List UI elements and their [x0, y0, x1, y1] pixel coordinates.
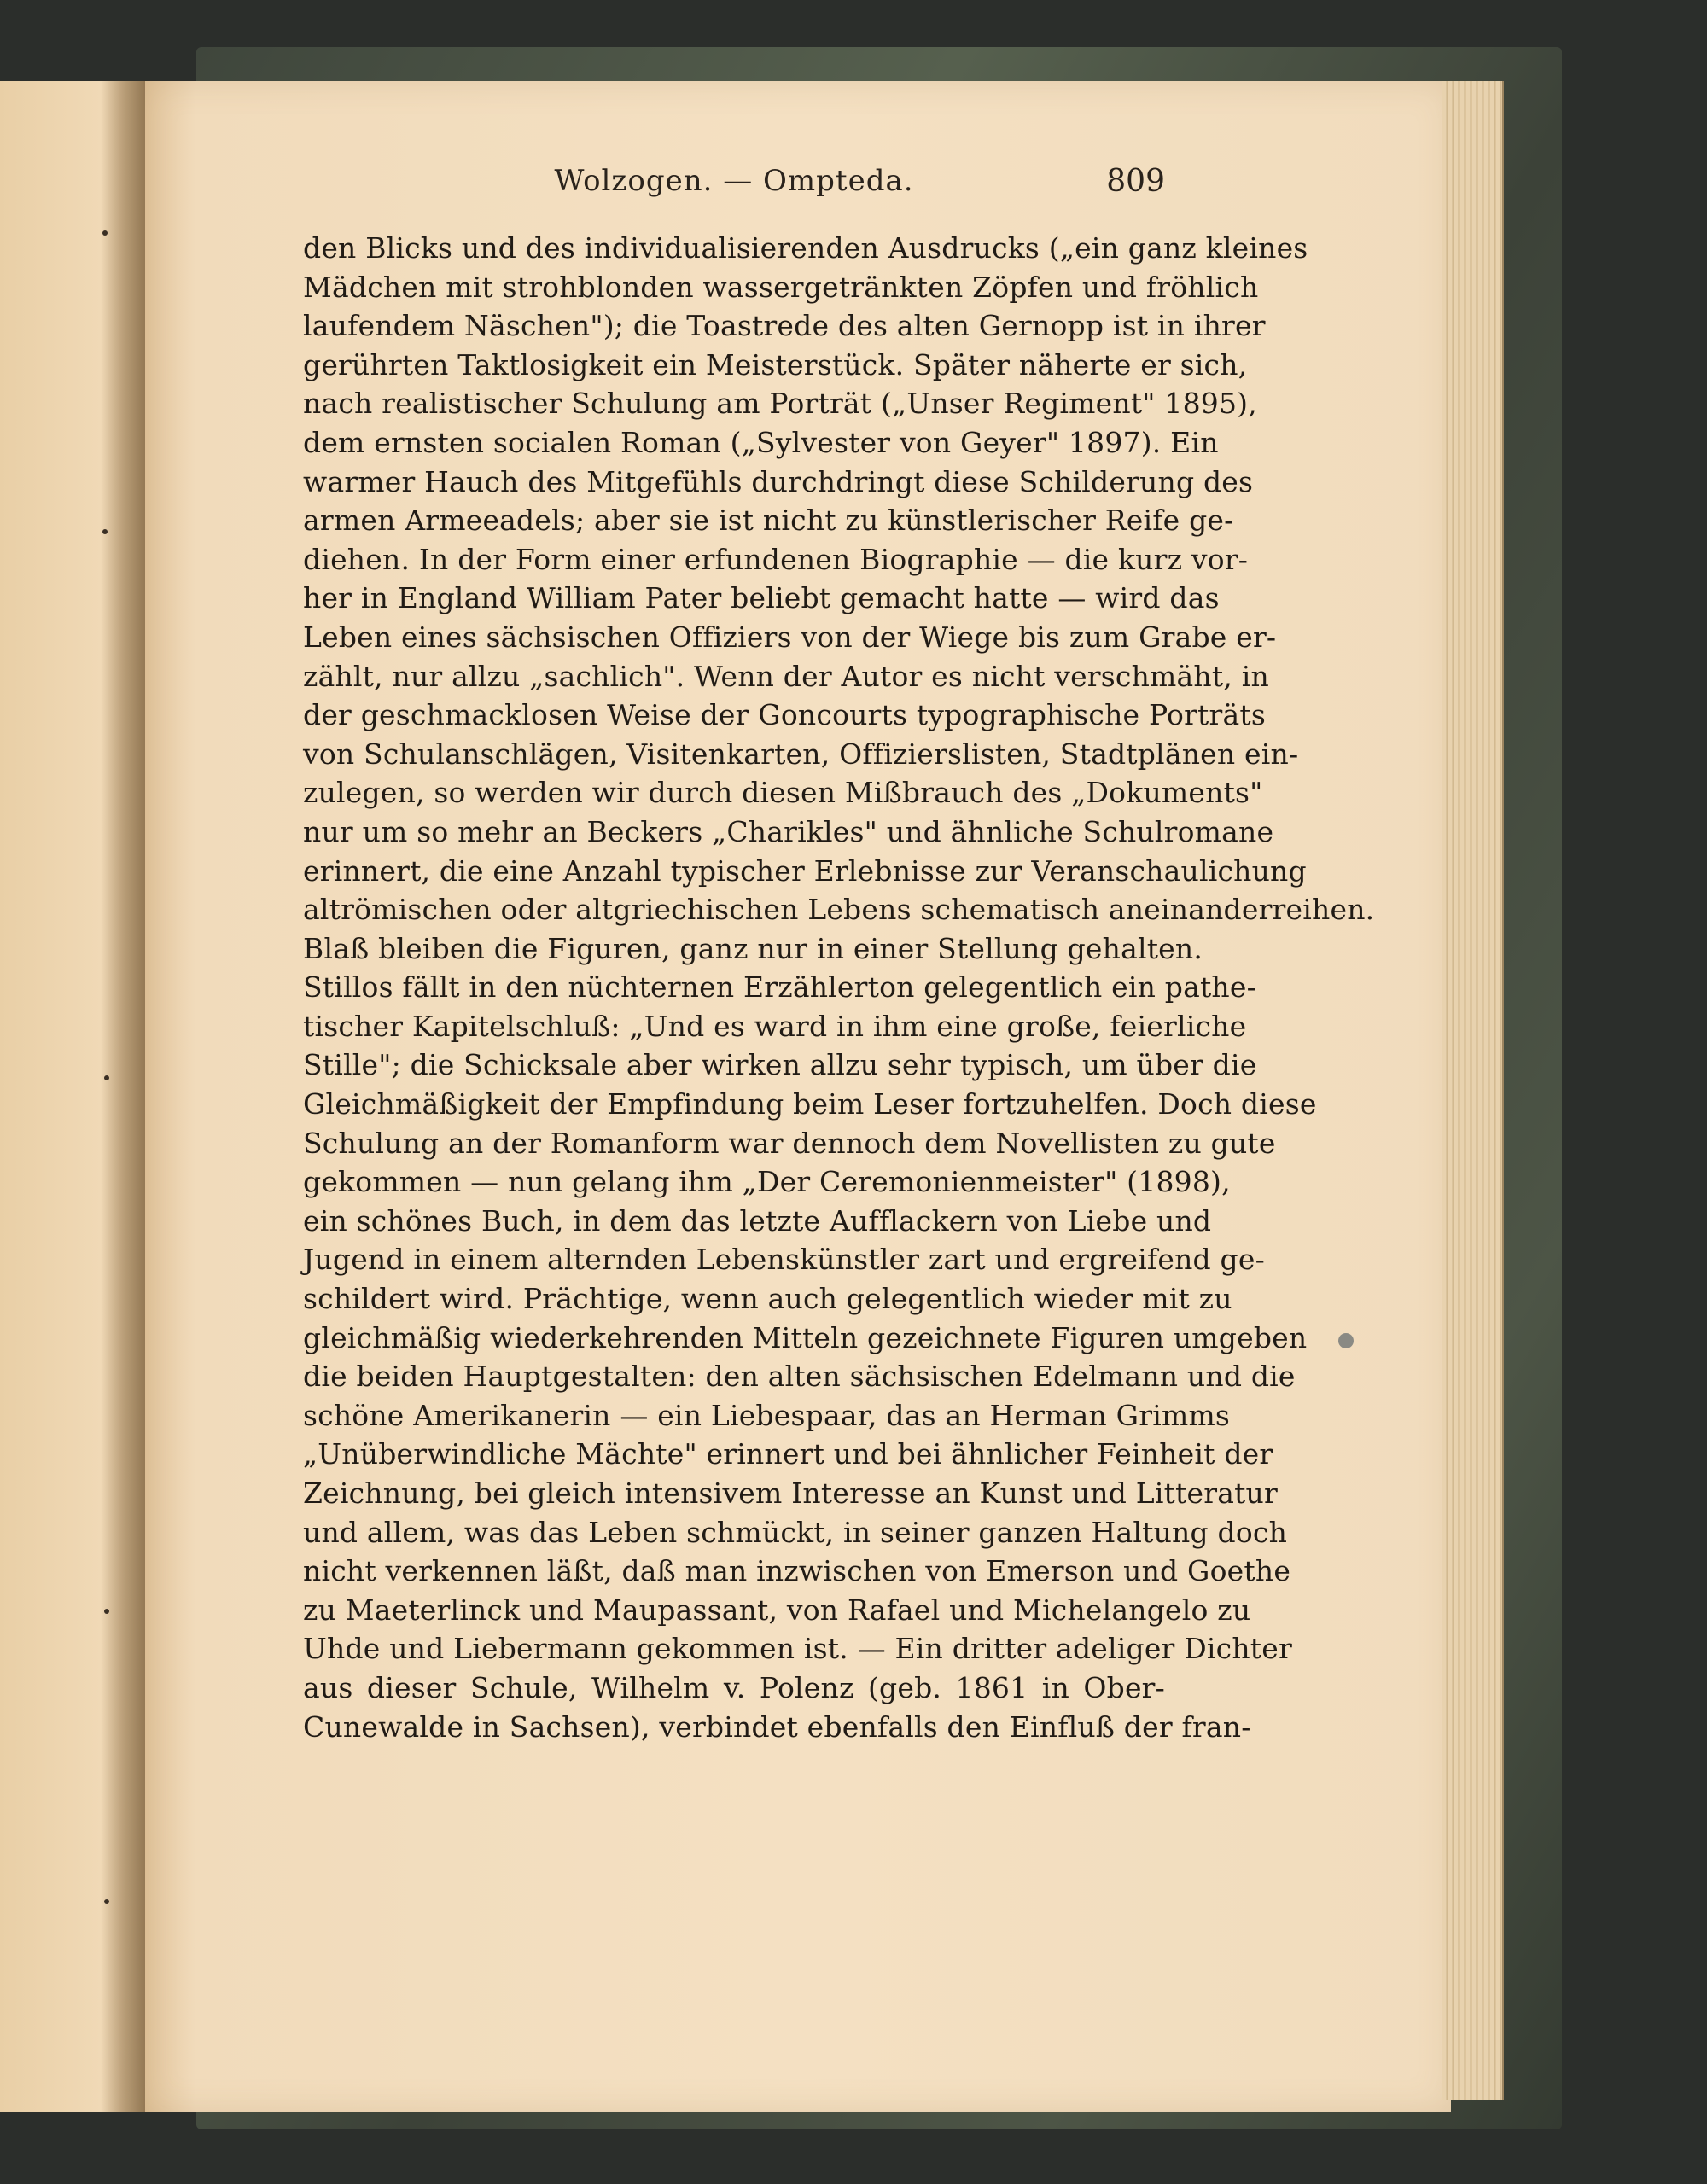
text-line: zulegen, so werden wir durch diesen Mißbrauch des „Dokuments": [303, 776, 1263, 810]
text-line: Stillos fällt in den nüchternen Erzählerton gelegentlich ein pathe-: [303, 970, 1256, 1005]
text-line: zu Maeterlinck und Maupassant, von Rafael und Michelangelo zu: [303, 1593, 1251, 1627]
text-line: aus dieser Schule, Wilhelm v. Polenz (geb. 1861 in Ober-: [303, 1670, 1165, 1704]
margin-mark: [104, 1075, 109, 1080]
text-line: Schulung an der Romanform war dennoch dem Novellisten zu gute: [303, 1126, 1276, 1160]
text-line: tischer Kapitelschluß: „Und es ward in ihm eine große, feierliche: [303, 1009, 1247, 1043]
text-line: von Schulanschlägen, Visitenkarten, Offizierslisten, Stadtplänen ein-: [303, 737, 1299, 771]
text-line: Uhde und Liebermann gekommen ist. — Ein dritter adeliger Dichter: [303, 1632, 1292, 1666]
text-line: zählt, nur allzu „sachlich". Wenn der Autor es nicht verschmäht, in: [303, 659, 1269, 693]
page-edges: [1442, 81, 1504, 2100]
text-line: gerührten Taktlosigkeit ein Meisterstück. Später näherte er sich,: [303, 347, 1248, 381]
margin-mark: [102, 230, 108, 236]
text-line: gekommen — nun gelang ihm „Der Ceremonienmeister" (1898),: [303, 1165, 1231, 1199]
text-line: dem ernsten socialen Roman („Sylvester von Geyer" 1897). Ein: [303, 425, 1219, 459]
text-line: nur um so mehr an Beckers „Charikles" und ähnliche Schulromane: [303, 814, 1274, 848]
paper-spot: [1338, 1333, 1354, 1348]
margin-mark: [104, 1609, 109, 1614]
text-line: altrömischen oder altgriechischen Lebens schematisch aneinanderreihen.: [303, 893, 1375, 927]
text-line: her in England William Pater beliebt gemacht hatte — wird das: [303, 581, 1220, 615]
text-line: nach realistischer Schulung am Porträt („Unser Regiment" 1895),: [303, 387, 1257, 421]
text-line: Gleichmäßigkeit der Empfindung beim Leser fortzuhelfen. Doch diese: [303, 1087, 1317, 1121]
text-line: schildert wird. Prächtige, wenn auch gelegentlich wieder mit zu: [303, 1282, 1232, 1316]
text-line: ein schönes Buch, in dem das letzte Aufflackern von Liebe und: [303, 1203, 1212, 1238]
text-line: Blaß bleiben die Figuren, ganz nur in einer Stellung gehalten.: [303, 931, 1203, 965]
text-line: Cunewalde in Sachsen), verbindet ebenfalls den Einfluß der fran-: [303, 1709, 1251, 1744]
text-line: und allem, was das Leben schmückt, in seiner ganzen Haltung doch: [303, 1515, 1288, 1549]
text-line: Zeichnung, bei gleich intensivem Interesse an Kunst und Litteratur: [303, 1476, 1278, 1510]
page-header: [303, 164, 1165, 207]
text-line: gleichmäßig wiederkehrenden Mitteln gezeichnete Figuren umgeben: [303, 1320, 1308, 1354]
page-gutter-shadow: [101, 81, 145, 2112]
text-line: „Unüberwindliche Mächte" erinnert und bei ähnlicher Feinheit der: [303, 1437, 1273, 1471]
margin-mark: [104, 1899, 109, 1904]
text-line: Leben eines sächsischen Offiziers von der Wiege bis zum Grabe er-: [303, 620, 1277, 654]
text-line: schöne Amerikanerin — ein Liebespaar, das an Herman Grimms: [303, 1398, 1231, 1432]
text-line: der geschmacklosen Weise der Goncourts typographische Porträts: [303, 698, 1266, 732]
text-line: diehen. In der Form einer erfundenen Biographie — die kurz vor-: [303, 542, 1249, 576]
text-line: erinnert, die eine Anzahl typischer Erlebnisse zur Veranschaulichung: [303, 853, 1307, 888]
margin-mark: [102, 529, 108, 534]
text-line: den Blicks und des individualisierenden Ausdrucks („ein ganz kleines: [303, 231, 1308, 265]
text-line: Mädchen mit strohblonden wassergetränkten Zöpfen und fröhlich: [303, 270, 1259, 304]
text-line: Jugend in einem alternden Lebenskünstler zart und ergreifend ge-: [303, 1243, 1265, 1277]
running-head: Wolzogen. — Ompteda.: [554, 164, 914, 198]
page-number: 809: [1106, 164, 1165, 199]
text-line: armen Armeeadels; aber sie ist nicht zu künstlerischer Reife ge-: [303, 504, 1234, 538]
text-line: laufendem Näschen"); die Toastrede des alten Gernopp ist in ihrer: [303, 309, 1266, 343]
body-text: [303, 229, 1375, 1902]
text-line: nicht verkennen läßt, daß man inzwischen von Emerson und Goethe: [303, 1554, 1291, 1588]
text-line: warmer Hauch des Mitgefühls durchdringt diese Schilderung des: [303, 464, 1254, 498]
text-line: Stille"; die Schicksale aber wirken allzu sehr typisch, um über die: [303, 1048, 1257, 1082]
text-line: die beiden Hauptgestalten: den alten sächsischen Edelmann und die: [303, 1360, 1296, 1394]
